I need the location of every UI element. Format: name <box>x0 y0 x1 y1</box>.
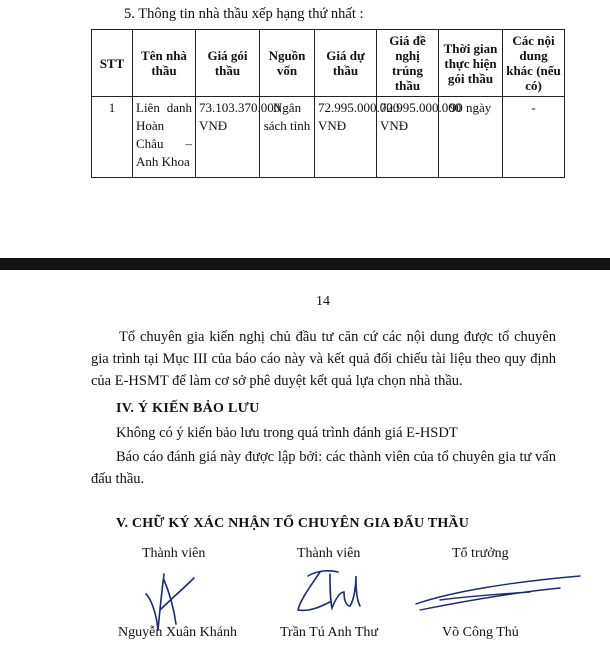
signature-role-3: Tổ trưởng <box>452 546 509 561</box>
signature-role-2: Thành viên <box>297 546 361 561</box>
cell-proposed-price: 72.995.000.000 VNĐ <box>377 97 439 178</box>
cell-bid-price: 72.995.000.000 VNĐ <box>315 97 377 178</box>
header-duration: Thời gian thực hiện gói thầu <box>439 30 503 97</box>
header-bidder-name: Tên nhà thầu <box>133 30 196 97</box>
header-funding: Nguồn vốn <box>260 30 315 97</box>
header-bid-price: Giá dự thầu <box>315 30 377 97</box>
signature-thu-leader <box>410 570 590 620</box>
cell-duration: 90 ngày <box>439 97 503 178</box>
cell-bidder-name: Liên danh Hoàn Châu – Anh Khoa <box>133 97 196 178</box>
table-header-row <box>92 30 565 97</box>
signature-name-1: Nguyễn Xuân Khánh <box>118 625 237 640</box>
header-other: Các nội dung khác (nếu có) <box>503 30 565 97</box>
page-top <box>0 0 610 258</box>
cell-other: - <box>503 97 565 178</box>
signature-name-3: Võ Công Thủ <box>442 625 519 640</box>
paragraph-prepared-by: Báo cáo đánh giá này được lập bởi: các thành viên của tổ chuyên gia tư vấn đấu thầu. <box>91 449 556 487</box>
paragraph-no-reservation: Không có ý kiến bảo lưu trong quá trình đánh giá E-HSDT <box>116 425 458 441</box>
table-row <box>92 97 565 178</box>
signature-name-2: Trần Tú Anh Thư <box>280 625 378 640</box>
header-proposed-price: Giá đề nghị trúng thầu <box>377 30 439 97</box>
cell-package-price: 73.103.370.000 VNĐ <box>196 97 260 178</box>
bidder-table <box>91 29 565 178</box>
section-5-title: 5. Thông tin nhà thầu xếp hạng thứ nhất : <box>124 6 364 22</box>
cell-stt: 1 <box>92 97 133 178</box>
paragraph-recommendation: Tổ chuyên gia kiến nghị chủ đầu tư căn cứ các nội dung được tổ chuyên gia trình tại Mục III của báo cáo này và kết quả đối chiếu tài liệu theo quy định của E-HSMT để làm cơ sở phê duyệt kết quả lựa chọn nhà thầu. <box>91 329 556 389</box>
signature-thu <box>290 562 370 622</box>
signature-role-1: Thành viên <box>142 546 206 561</box>
page-number: 14 <box>316 294 330 309</box>
cell-funding: Ngân sách tỉnh <box>260 97 315 178</box>
header-package-price: Giá gói thầu <box>196 30 260 97</box>
section-4-heading: IV. Ý KIẾN BẢO LƯU <box>116 401 260 416</box>
page-bottom <box>0 270 610 671</box>
section-5-heading: V. CHỮ KÝ XÁC NHẬN TỔ CHUYÊN GIA ĐẤU THẦU <box>116 516 470 531</box>
page-break-divider <box>0 258 610 270</box>
header-stt: STT <box>92 30 133 97</box>
